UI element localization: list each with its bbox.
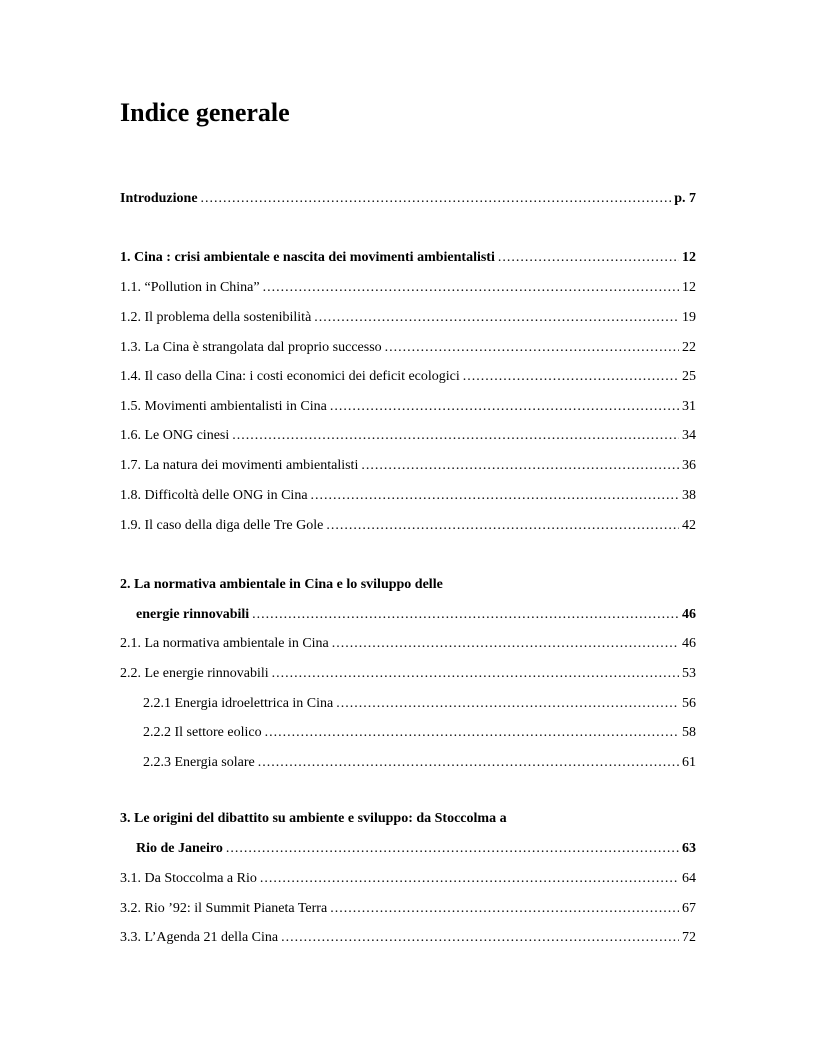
- toc-chapter-3[interactable]: [136, 839, 696, 859]
- toc-entry[interactable]: [120, 486, 696, 506]
- toc-leader-dots: [326, 516, 679, 536]
- toc-subentry[interactable]: [143, 753, 696, 773]
- toc-entry-page: 46: [682, 607, 696, 622]
- toc-entry[interactable]: [120, 338, 696, 358]
- toc-leader-dots: [385, 338, 679, 358]
- toc-entry-page: 22: [682, 340, 696, 355]
- toc-chapter-2[interactable]: [136, 605, 696, 625]
- toc-entry-label: 1.6. Le ONG cinesi: [120, 428, 230, 443]
- toc-entry-label: 1. Cina : crisi ambientale e nascita dei movimenti ambientalisti: [120, 250, 495, 265]
- toc-entry[interactable]: [120, 899, 696, 919]
- toc-entry-label: 3.1. Da Stoccolma a Rio: [120, 871, 257, 886]
- toc-entry-page: 72: [682, 930, 696, 945]
- toc-entry-label: energie rinnovabili: [136, 607, 250, 622]
- toc-entry-label: 1.2. Il problema della sostenibilità: [120, 310, 312, 325]
- toc-leader-dots: [336, 694, 679, 714]
- toc-subentry[interactable]: [143, 723, 696, 743]
- toc-leader-dots: [272, 664, 679, 684]
- toc-entry-label: 1.8. Difficoltà delle ONG in Cina: [120, 488, 308, 503]
- toc-leader-dots: [260, 869, 679, 889]
- toc-entry[interactable]: [120, 456, 696, 476]
- toc-entry-page: 64: [682, 871, 696, 886]
- toc-leader-dots: [498, 248, 679, 268]
- toc-leader-dots: [226, 839, 679, 859]
- toc-entry-page: 12: [682, 250, 696, 265]
- toc-entry-label: 2.2.3 Energia solare: [143, 755, 255, 770]
- toc-entry-label: 2.1. La normativa ambientale in Cina: [120, 636, 329, 651]
- toc-entry-page: 53: [682, 666, 696, 681]
- toc-entry-page: 42: [682, 518, 696, 533]
- toc-entry[interactable]: [120, 367, 696, 387]
- toc-entry[interactable]: [120, 928, 696, 948]
- toc-entry-label: 3.2. Rio ’92: il Summit Pianeta Terra: [120, 901, 328, 916]
- toc-leader-dots: [201, 189, 672, 209]
- toc-entry-page: 19: [682, 310, 696, 325]
- toc-entry[interactable]: [120, 278, 696, 298]
- toc-chapter-1[interactable]: [120, 248, 696, 268]
- toc-entry-introduction[interactable]: [120, 189, 696, 209]
- toc-entry-label: 2.2.1 Energia idroelettrica in Cina: [143, 696, 334, 711]
- toc-entry-page: 61: [682, 755, 696, 770]
- toc-entry-page: 56: [682, 696, 696, 711]
- toc-entry-label: 1.3. La Cina è strangolata dal proprio successo: [120, 340, 382, 355]
- toc-entry-label: 1.9. Il caso della diga delle Tre Gole: [120, 518, 324, 533]
- toc-entry[interactable]: [120, 634, 696, 654]
- toc-leader-dots: [265, 723, 679, 743]
- toc-chapter-2-heading[interactable]: 2. La normativa ambientale in Cina e lo sviluppo delle: [120, 577, 443, 592]
- toc-leader-dots: [332, 634, 679, 654]
- toc-entry-page: 12: [682, 280, 696, 295]
- toc-entry-label: 2.2. Le energie rinnovabili: [120, 666, 269, 681]
- toc-leader-dots: [330, 397, 679, 417]
- page-title: Indice generale: [120, 98, 290, 127]
- toc-leader-dots: [330, 899, 679, 919]
- toc-entry-page: 31: [682, 399, 696, 414]
- toc-entry-label: 1.5. Movimenti ambientalisti in Cina: [120, 399, 327, 414]
- toc-entry[interactable]: [120, 308, 696, 328]
- toc-entry-page: 38: [682, 488, 696, 503]
- toc-entry-label: 1.1. “Pollution in China”: [120, 280, 260, 295]
- toc-subentry[interactable]: [143, 694, 696, 714]
- toc-entry-page: 34: [682, 428, 696, 443]
- toc-entry-label: Rio de Janeiro: [136, 841, 223, 856]
- toc-entry-page: 36: [682, 458, 696, 473]
- toc-entry[interactable]: [120, 397, 696, 417]
- toc-leader-dots: [311, 486, 679, 506]
- toc-entry-label: 1.7. La natura dei movimenti ambientalisti: [120, 458, 359, 473]
- toc-leader-dots: [281, 928, 679, 948]
- toc-entry-label: Introduzione: [120, 191, 198, 206]
- toc-entry-page: 63: [682, 841, 696, 856]
- toc-entry-page: 58: [682, 725, 696, 740]
- toc-leader-dots: [463, 367, 679, 387]
- toc-entry[interactable]: [120, 426, 696, 446]
- toc-leader-dots: [263, 278, 679, 298]
- toc-leader-dots: [252, 605, 679, 625]
- toc-entry[interactable]: [120, 516, 696, 536]
- toc-leader-dots: [258, 753, 679, 773]
- toc-leader-dots: [232, 426, 679, 446]
- toc-entry-page: 67: [682, 901, 696, 916]
- toc-entry-page: p. 7: [674, 191, 696, 206]
- toc-entry-label: 1.4. Il caso della Cina: i costi economici dei deficit ecologici: [120, 369, 460, 384]
- toc-entry-page: 25: [682, 369, 696, 384]
- toc-entry-label: 3.3. L’Agenda 21 della Cina: [120, 930, 279, 945]
- toc-leader-dots: [314, 308, 679, 328]
- toc-chapter-3-heading[interactable]: 3. Le origini del dibattito su ambiente e sviluppo: da Stoccolma a: [120, 811, 507, 826]
- toc-leader-dots: [361, 456, 679, 476]
- toc-entry[interactable]: [120, 869, 696, 889]
- toc-entry[interactable]: [120, 664, 696, 684]
- toc-entry-label: 2.2.2 Il settore eolico: [143, 725, 262, 740]
- toc-entry-page: 46: [682, 636, 696, 651]
